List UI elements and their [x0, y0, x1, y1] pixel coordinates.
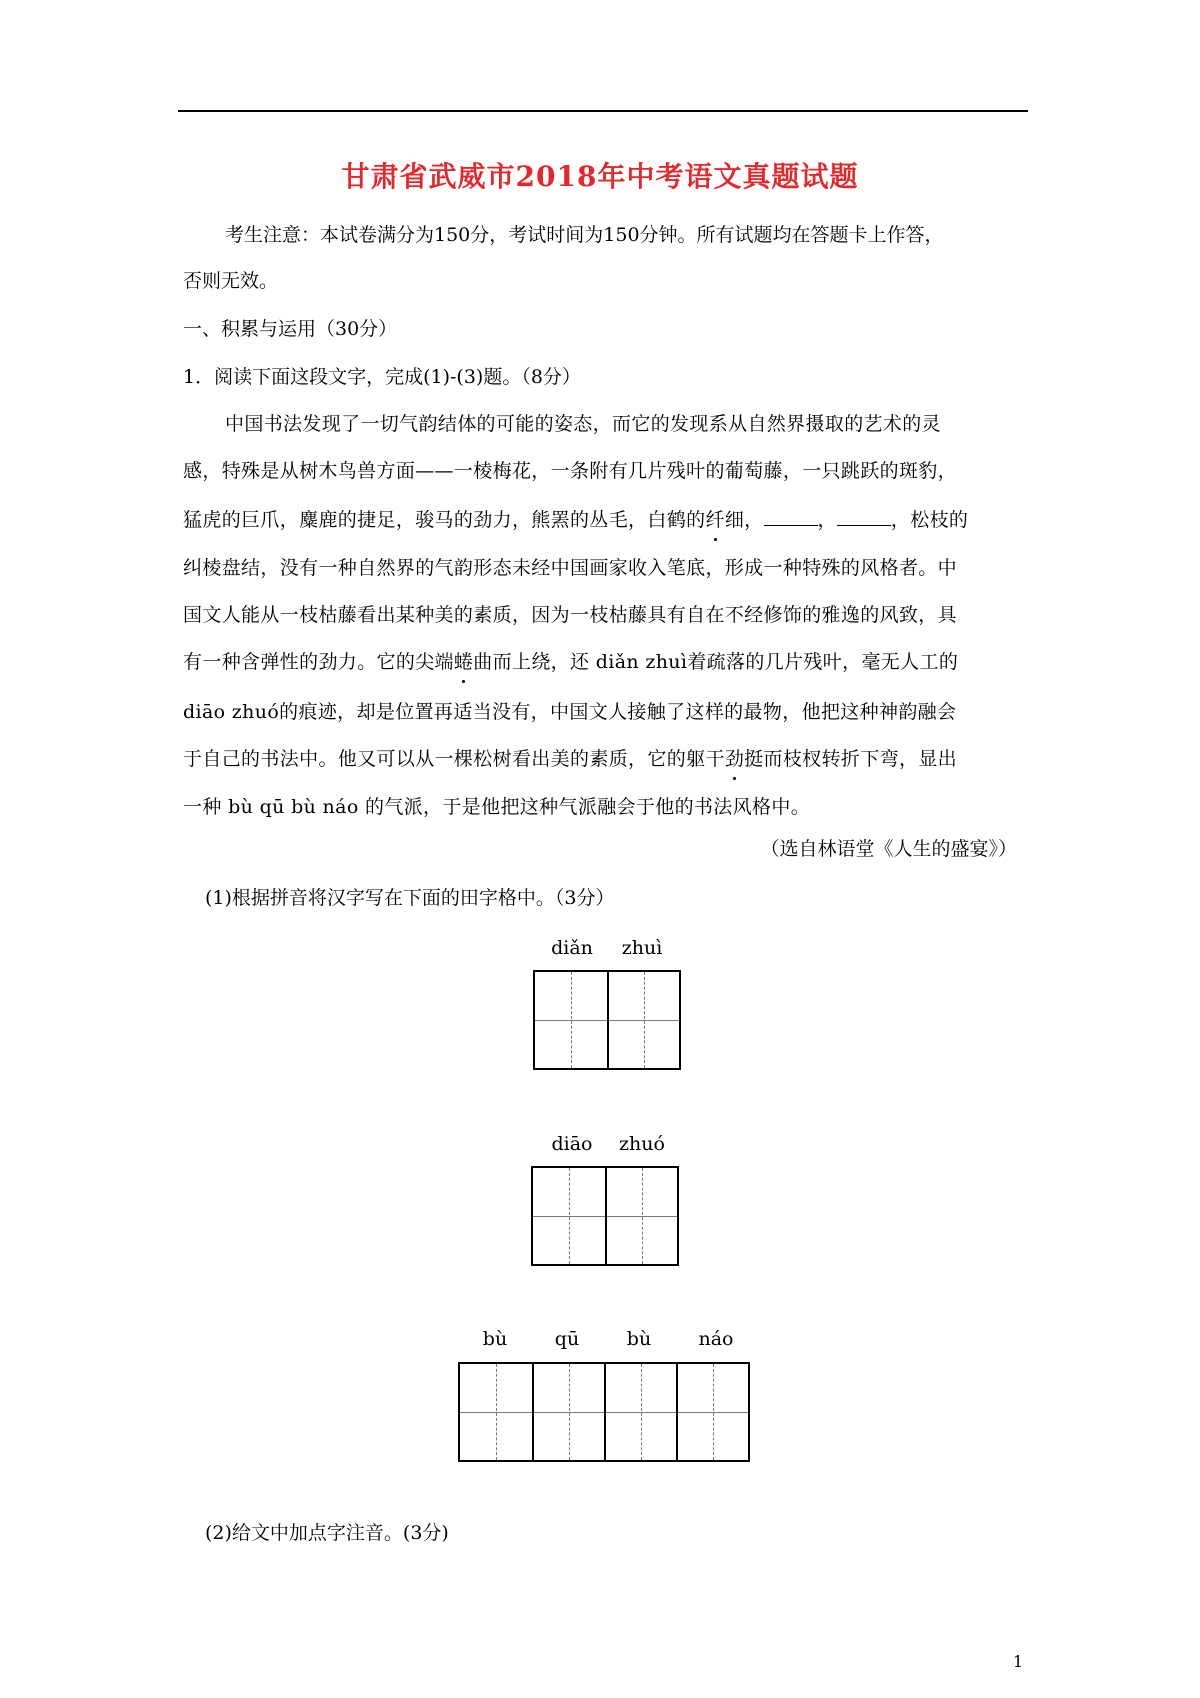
pinyin-label: náo: [698, 1328, 734, 1350]
passage-line: [183, 649, 958, 675]
passage-line: 中国书法发现了一切气韵结体的可能的姿态，而它的发现系从自然界摄取的艺术的灵: [225, 413, 941, 435]
passage-line: [183, 746, 957, 772]
passage-line: 一种 bù qū bù náo 的气派，于是他把这种气派融会于他的书法风格中。: [183, 796, 811, 818]
tianzige-cell: [535, 972, 607, 1068]
pinyin-label: diāo: [551, 1133, 593, 1155]
section-heading: 一、积累与运用（30分）: [183, 318, 398, 340]
fill-blank-2: [837, 505, 891, 526]
passage-source: （选自林语堂《人生的盛宴》）: [760, 838, 1017, 860]
tianzige-grid: [531, 1166, 679, 1266]
pinyin-label: zhuó: [619, 1133, 665, 1155]
passage-text: 挺而枝杈转折下弯，显出: [744, 748, 958, 770]
dotted-char: 纤: [705, 509, 725, 531]
passage-line: 国文人能从一枝枯藤看出某种美的素质，因为一枝枯藤具有自在不经修饰的雅逸的风致，具: [183, 604, 958, 626]
passage-text: 猛虎的巨爪，麋鹿的捷足，骏马的劲力，熊罴的丛毛，白鹤的: [183, 509, 706, 531]
header-rule: [178, 110, 1028, 112]
passage-line: 纠棱盘结，没有一种自然界的气韵形态未经中国画家收入笔底，形成一种特殊的风格者。中: [183, 557, 958, 579]
pinyin-label: qū: [554, 1328, 580, 1350]
passage-text: 细，: [724, 509, 764, 531]
tianzige-cell: [533, 1168, 605, 1264]
page-number: 1: [1013, 1652, 1024, 1671]
passage-line: 感，特殊是从树木鸟兽方面——一棱梅花，一条附有几片残叶的葡萄藤，一只跳跃的斑豹，: [183, 460, 958, 482]
question-1: 1．阅读下面这段文字，完成(1)-(3)题。（8分）: [183, 366, 581, 388]
fill-blank-1: [764, 505, 818, 526]
dotted-char: 劲: [724, 748, 745, 770]
sub-question-2: (2)给文中加点字注音。(3分): [205, 1522, 449, 1544]
exam-notice-line2: 否则无效。: [183, 270, 279, 292]
dotted-char: 蜷: [453, 651, 474, 673]
passage-text: ，: [817, 509, 837, 531]
passage-line: [183, 505, 968, 533]
passage-text: ，松枝的: [890, 509, 969, 531]
passage-text: 曲而上绕，还 diǎn zhuì着疏落的几片残叶，毫无人工的: [473, 651, 959, 673]
passage-text: 有一种含弹性的劲力。它的尖端: [183, 651, 454, 673]
tianzige-cell: [605, 1168, 677, 1264]
passage-line: diāo zhuó的痕迹，却是位置再适当没有，中国文人接触了这样的最物，他把这种神韵融会: [183, 701, 957, 723]
exam-notice-line1: 考生注意：本试卷满分为150分，考试时间为150分钟。所有试题均在答题卡上作答，: [225, 224, 944, 246]
tianzige-cell: [460, 1364, 532, 1460]
tianzige-cell: [532, 1364, 604, 1460]
tianzige-grid: [533, 970, 681, 1070]
tianzige-grid: [458, 1362, 750, 1462]
document-title: 甘肃省武威市2018年中考语文真题试题: [341, 160, 859, 193]
sub-question-1: (1)根据拼音将汉字写在下面的田字格中。（3分）: [205, 887, 615, 909]
passage-text: 于自己的书法中。他又可以从一棵松树看出美的素质，它的躯干: [183, 748, 725, 770]
pinyin-label: diǎn: [551, 937, 593, 959]
pinyin-label: bù: [626, 1328, 652, 1350]
tianzige-cell: [604, 1364, 676, 1460]
tianzige-cell: [676, 1364, 748, 1460]
pinyin-label: zhuì: [621, 937, 663, 959]
pinyin-label: bù: [482, 1328, 508, 1350]
tianzige-cell: [607, 972, 679, 1068]
